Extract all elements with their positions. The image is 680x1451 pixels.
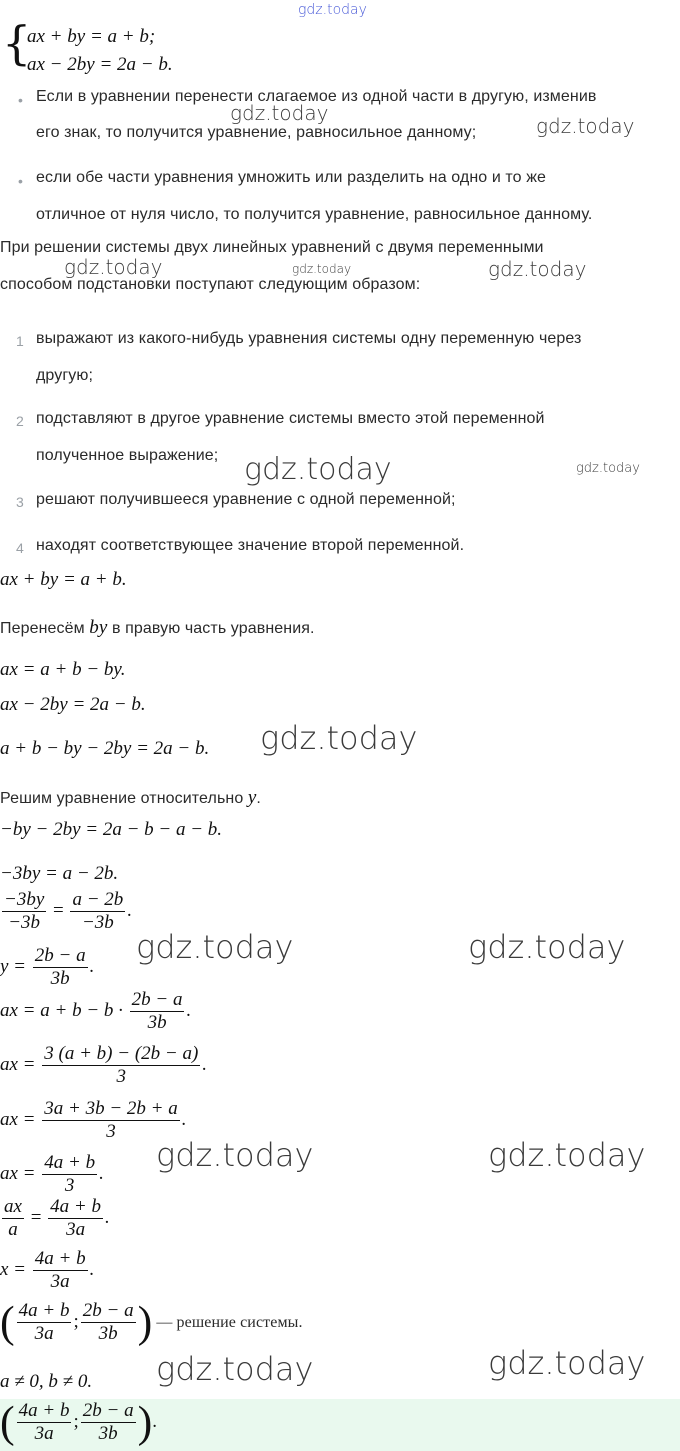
watermark: gdz.today [576, 461, 640, 476]
solution-step-6-post: . [256, 790, 261, 807]
watermark: gdz.today [536, 114, 635, 138]
watermark: gdz.today [244, 452, 392, 487]
solution-step-2-var: by [89, 617, 108, 638]
solution-step-11: ax = a + b − b · $\frac{2b - a}{3b}$ . [0, 989, 192, 1033]
step-number-4: 4 [16, 540, 24, 556]
system-eq2: ax − 2by = 2a − b. [27, 54, 173, 75]
solution-step-6-pre: Решим уравнение относительно [0, 790, 248, 807]
solution-step-2 [0, 617, 315, 639]
rule-bullet-1: • [18, 92, 23, 108]
watermark: gdz.today [260, 719, 418, 757]
solution-step-7: −by − 2by = 2a − b − a − b. [0, 819, 223, 840]
solution-step-2-pre: Перенесём [0, 620, 90, 637]
fraction: $\frac{3 (a + b) - (2b - a)}{3}$ [44, 1043, 199, 1087]
step-1-line1: выражают из какого-нибудь уравнения системы одну переменную через [36, 330, 582, 347]
step-number-1: 1 [16, 333, 24, 349]
watermark: gdz.today [292, 262, 352, 276]
solution-step-5: a + b − by − 2by = 2a − b. [0, 738, 210, 759]
watermark: gdz.today [468, 928, 626, 966]
step-number-3: 3 [16, 494, 24, 510]
watermark: gdz.today [136, 928, 294, 966]
solution-step-13: ax = $\frac{3a + 3b - 2b + a}{3}$ . [0, 1098, 187, 1142]
step-3-line1: решают получившееся уравнение с одной переменной; [36, 491, 456, 508]
watermark: gdz.today [64, 255, 163, 279]
solution-step-9: $\frac{-3by}{-3b}$ = $\frac{a - 2b}{-3b}$ . [4, 889, 133, 933]
right-paren: ) [137, 1397, 153, 1447]
solution-step-6 [0, 787, 261, 809]
rule-1-line2: его знак, то получится уравнение, равносильное данному; [36, 124, 477, 141]
fraction: $\frac{4a + b}{3a}$ [34, 1248, 86, 1292]
watermark: gdz.today [156, 1350, 314, 1388]
solution-step-12: ax = $\frac{3 (a + b) - (2b - a)}{3}$ . [0, 1043, 208, 1087]
right-paren: ) [137, 1297, 153, 1347]
left-paren: ( [0, 1397, 15, 1447]
system-eq1: ax + by = a + b; [27, 26, 156, 47]
solution-step-4: ax − 2by = 2a − b. [0, 694, 146, 715]
rule-2-line1: если обе части уравнения умножить или разделить на одно и то же [36, 169, 547, 186]
step-number-2: 2 [16, 413, 24, 429]
rule-1-line1: Если в уравнении перенести слагаемое из одной части в другую, изменив [36, 88, 597, 105]
solution-step-16: x = $\frac{4a + b}{3a}$ . [0, 1248, 95, 1292]
solution-step-18: a ≠ 0, b ≠ 0. [0, 1371, 93, 1392]
solution-step-14: ax = $\frac{4a + b}{3}$ . [0, 1152, 104, 1196]
fraction-right: $\frac{4a + b}{3a}$ [50, 1196, 101, 1240]
answer-fraction-x: $\frac{4a + b}{3a}$ [18, 1400, 70, 1444]
watermark: gdz.today [488, 257, 587, 281]
solution-step-3: ax = a + b − by. [0, 659, 126, 680]
watermark: gdz.today [488, 1136, 646, 1174]
fraction-right: $\frac{a - 2b}{-3b}$ [72, 889, 124, 933]
watermark-top: gdz.today [298, 2, 367, 18]
rule-2-line2: отличное от нуля число, то получится уравнение, равносильное данному. [36, 206, 593, 223]
intro-line2: способом подстановки поступают следующим образом: [0, 276, 421, 293]
fraction-left: $\frac{-3by}{-3b}$ [4, 889, 45, 933]
watermark: gdz.today [230, 101, 329, 125]
step-4-line1: находят соответствующее значение второй переменной. [36, 537, 465, 554]
fraction-left: $\frac{ax}{a}$ [4, 1196, 22, 1240]
step-1-line2: другую; [36, 367, 94, 384]
solution-step-17: ( $\frac{4a + b}{3a}$ ; $\frac{2b - a}{3b}$ ) — решение системы. [0, 1297, 303, 1347]
intro-line1: При решении системы двух линейных уравнений с двумя переменными [0, 239, 544, 256]
solution-step-15: $\frac{ax}{a}$ = $\frac{4a + b}{3a}$ . [4, 1196, 110, 1240]
fraction-y: $\frac{2b - a}{3b}$ [82, 1300, 134, 1344]
step-2-line1: подставляют в другое уравнение системы вместо этой переменной [36, 410, 545, 427]
solution-step-2-post: в правую часть уравнения. [107, 620, 315, 637]
fraction: $\frac{2b - a}{3b}$ [131, 989, 183, 1033]
step-2-line2: полученное выражение; [36, 447, 219, 464]
solution-step-10: y = $\frac{2b - a}{3b}$ . [0, 945, 95, 989]
watermark: gdz.today [156, 1136, 314, 1174]
solution-step-1: ax + by = a + b. [0, 569, 127, 590]
solution-step-8: −3by = a − 2b. [0, 863, 119, 884]
answer-fraction-y: $\frac{2b - a}{3b}$ [82, 1400, 134, 1444]
fraction-x: $\frac{4a + b}{3a}$ [18, 1300, 70, 1344]
fraction: $\frac{3a + 3b - 2b + a}{3}$ [44, 1098, 178, 1142]
rule-bullet-2: • [18, 173, 23, 189]
left-paren: ( [0, 1297, 15, 1347]
solution-step-6-var: y [247, 787, 257, 808]
answer: ( $\frac{4a + b}{3a}$ ; $\frac{2b - a}{3b}$ ). [0, 1397, 157, 1447]
system-brace: { [2, 16, 32, 70]
fraction: $\frac{2b - a}{3b}$ [34, 945, 86, 989]
watermark: gdz.today [488, 1344, 646, 1382]
fraction: $\frac{4a + b}{3}$ [44, 1152, 96, 1196]
solution-note: — решение системы. [152, 1313, 303, 1331]
